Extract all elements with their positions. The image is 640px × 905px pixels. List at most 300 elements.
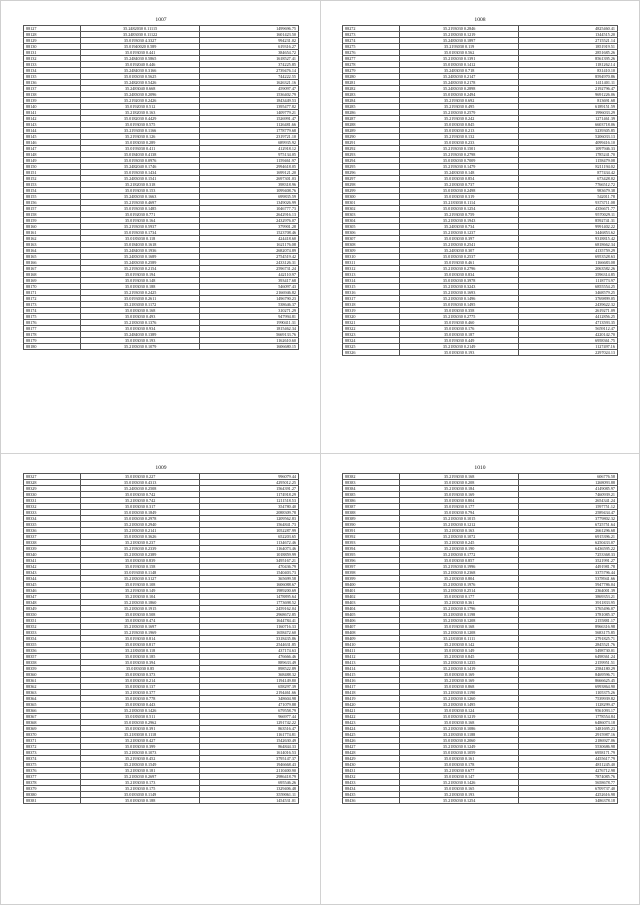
area-cell: 994231.02 — [200, 38, 299, 44]
coordinate-cell: 35.0183030 0.817 — [80, 642, 199, 648]
area-cell: 1644784.41 — [200, 618, 299, 624]
coordinate-cell: 35.2183030 0.184 — [399, 486, 518, 492]
parcel-id-cell: 88427 — [343, 744, 400, 750]
parcel-id-cell: 88394 — [343, 546, 400, 552]
parcel-id-cell: 88383 — [343, 480, 400, 486]
parcel-id-cell: 88409 — [343, 636, 400, 642]
coordinate-cell: 35.0184030 0.1618 — [80, 242, 199, 248]
area-cell: 9570029.11 — [519, 212, 618, 218]
coordinate-cell: 35.2183030 0.181 — [80, 768, 199, 774]
parcel-id-cell: 88400 — [343, 582, 400, 588]
coordinate-cell: 35.2183030 0.1198 — [399, 612, 518, 618]
area-cell: 898522.89 — [200, 666, 299, 672]
parcel-id-cell: 88429 — [343, 756, 400, 762]
parcel-id-cell: 88311 — [343, 260, 400, 266]
area-cell: 619316.27 — [200, 44, 299, 50]
area-cell: 1778779.68 — [200, 128, 299, 134]
parcel-id-cell: 88150 — [24, 164, 81, 170]
area-cell: 5239305.85 — [519, 128, 618, 134]
coordinate-cell: 35.2193030 0.1501 — [399, 146, 518, 152]
coordinate-cell: 35.0183030 0.233 — [399, 140, 518, 146]
area-cell: 1454531.01 — [200, 798, 299, 804]
area-cell: 3911833.95 — [519, 600, 618, 606]
area-cell: 877434.42 — [519, 170, 618, 176]
parcel-id-cell: 88149 — [24, 158, 81, 164]
coordinate-cell: 35.2193030 0.149 — [80, 588, 199, 594]
parcel-id-cell: 88360 — [24, 672, 81, 678]
coordinate-cell: 35.2183030 0.1796 — [399, 606, 518, 612]
coordinate-cell: 35.2193030 0.242 — [399, 116, 518, 122]
area-cell: 1564841.73 — [200, 522, 299, 528]
area-cell: 6725751.64 — [519, 522, 618, 528]
area-cell: 1046777.73 — [200, 206, 299, 212]
coordinate-cell: 35.2183030 0.1208 — [399, 618, 518, 624]
area-cell: 3468579.25 — [519, 290, 618, 296]
area-cell: 996079.44 — [200, 474, 299, 480]
parcel-id-cell: 88295 — [343, 164, 400, 170]
coordinate-cell: 35.2183030 0.361 — [399, 600, 518, 606]
coordinate-cell: 35.0183030 0.188 — [80, 798, 199, 804]
area-cell: 354780.40 — [200, 504, 299, 510]
area-cell: 4356671.77 — [519, 206, 618, 212]
coordinate-cell: 35.2183030 0.1549 — [80, 762, 199, 768]
parcel-id-cell: 88372 — [24, 744, 81, 750]
panel-title: 1008 — [474, 17, 486, 23]
parcel-id-cell: 88352 — [24, 624, 81, 630]
area-cell: 6818662.34 — [519, 242, 618, 248]
coordinate-cell: 35.0183030 0.208 — [399, 480, 518, 486]
parcel-id-cell: 88336 — [24, 528, 81, 534]
area-cell: 6189151.59 — [519, 104, 618, 110]
area-cell: 3781085.37 — [519, 612, 618, 618]
parcel-id-cell: 88377 — [24, 774, 81, 780]
coordinate-cell: 35.0183030 0.443 — [80, 702, 199, 708]
area-cell: 2088309.78 — [200, 510, 299, 516]
parcel-id-cell: 88132 — [24, 56, 81, 62]
parcel-id-cell: 88161 — [24, 230, 81, 236]
coordinate-cell: 35.2193030 0.2425 — [80, 290, 199, 296]
area-cell: 1843449.53 — [200, 98, 299, 104]
parcel-id-cell: 88144 — [24, 128, 81, 134]
parcel-id-cell: 88172 — [24, 296, 81, 302]
parcel-id-cell: 88391 — [343, 528, 400, 534]
area-cell: 3495167.21 — [200, 558, 299, 564]
area-cell: 1851919.51 — [519, 44, 618, 50]
area-cell: 2589434.47 — [519, 510, 618, 516]
parcel-id-cell: 88176 — [24, 320, 81, 326]
area-cell: 3486378.18 — [519, 798, 618, 804]
panel-bottom-right — [342, 465, 618, 804]
area-cell: 7766512.72 — [519, 182, 618, 188]
area-cell: 3559061.11 — [200, 792, 299, 798]
parcel-id-cell: 88138 — [24, 92, 81, 98]
area-cell: 2544631.85 — [200, 642, 299, 648]
parcel-id-cell: 88141 — [24, 110, 81, 116]
coordinate-cell: 35.2193030 0.5937 — [80, 224, 199, 230]
coordinate-cell: 35.0183030 0.168 — [80, 308, 199, 314]
coordinate-cell: 35.0193030 0.168 — [399, 624, 518, 630]
area-cell: 3869353.21 — [519, 594, 618, 600]
coordinate-cell: 35.2183030 0.104 — [80, 594, 199, 600]
parcel-id-cell: 88364 — [24, 696, 81, 702]
area-cell: 1990411.31 — [200, 320, 299, 326]
area-cell: 1536402.79 — [200, 92, 299, 98]
area-cell: 6958361.75 — [519, 338, 618, 344]
parcel-id-cell: 88327 — [24, 474, 81, 480]
coordinate-cell: 35.2183030 0.1943 — [399, 218, 518, 224]
area-cell: 2063582.26 — [519, 266, 618, 272]
parcel-id-cell: 88174 — [24, 308, 81, 314]
area-cell: 1526991.47 — [200, 116, 299, 122]
coordinate-cell: 35.0193030 0.1434 — [80, 170, 199, 176]
coordinate-cell: 35.2193030 0.119 — [399, 44, 518, 50]
coordinate-cell: 35.2193030 0.1479 — [399, 164, 518, 170]
coordinate-cell: 35.2193030 0.132 — [399, 134, 518, 140]
area-cell: 1099408.76 — [200, 188, 299, 194]
coordinate-cell: 35.0183030 0.358 — [399, 308, 518, 314]
coordinate-cell: 35.0183030 0.187 — [399, 332, 518, 338]
area-cell: 1271461.39 — [519, 116, 618, 122]
parcel-id-cell: 88410 — [343, 642, 400, 648]
parcel-id-cell: 88137 — [24, 86, 81, 92]
parcel-id-cell: 88408 — [343, 630, 400, 636]
parcel-id-cell: 88339 — [24, 546, 81, 552]
coordinate-cell: 35.2183030 0.245 — [399, 540, 518, 546]
coordinate-cell: 35.2482030 0.5426 — [80, 80, 199, 86]
parcel-id-cell: 88337 — [24, 534, 81, 540]
parcel-id-cell: 88309 — [343, 248, 400, 254]
coordinate-cell: 35.2483030 0.2589 — [80, 260, 199, 266]
area-cell: 379901.28 — [200, 224, 299, 230]
parcel-id-cell: 88423 — [343, 720, 400, 726]
table-row — [343, 350, 618, 356]
parcel-id-cell: 88291 — [343, 140, 400, 146]
area-cell: 3779802.32 — [519, 516, 618, 522]
coordinate-cell: 35.0183030 0.2494 — [399, 92, 518, 98]
parcel-id-cell: 88424 — [343, 726, 400, 732]
coordinate-cell: 35.0193030 0.194 — [80, 272, 199, 278]
coordinate-cell: 35.0184030 0.4138 — [80, 152, 199, 158]
area-cell: 2166946.82 — [200, 290, 299, 296]
parcel-id-cell: 88335 — [24, 522, 81, 528]
parcel-id-cell: 88279 — [343, 68, 400, 74]
parcel-id-cell: 88415 — [343, 672, 400, 678]
coordinate-cell: 35.2193030 0.495 — [399, 104, 518, 110]
coordinate-cell: 35.2193030 0.1996 — [399, 564, 518, 570]
coordinate-cell: 35.0183030 0.193 — [80, 338, 199, 344]
coordinate-cell: 35.2483030 0.11122 — [80, 32, 199, 38]
parcel-id-cell: 88284 — [343, 98, 400, 104]
coordinate-cell: 35.0183030 0.839 — [80, 558, 199, 564]
coordinate-cell: 35.2183030 0.2579 — [399, 110, 518, 116]
area-cell: 2459162.04 — [200, 606, 299, 612]
parcel-id-cell: 88299 — [343, 188, 400, 194]
coordinate-cell: 35.2183030 0.1495 — [399, 702, 518, 708]
area-cell: 2194461.66 — [200, 690, 299, 696]
coordinate-cell: 35.2183030 0.2541 — [399, 242, 518, 248]
panel-title: 1009 — [155, 465, 167, 471]
parcel-id-cell: 88407 — [343, 624, 400, 630]
parcel-id-cell: 88300 — [343, 194, 400, 200]
coordinate-cell: 35.2183030 0.237 — [80, 540, 199, 546]
area-cell: 1160716.33 — [200, 624, 299, 630]
area-cell: 1626321.16 — [200, 80, 299, 86]
coordinate-cell: 35.0183030 0.3978 — [399, 278, 518, 284]
coordinate-cell: 35.2183030 0.1376 — [80, 320, 199, 326]
coordinate-cell: 35.2183030 0.1860 — [80, 600, 199, 606]
coordinate-cell: 35.0193030 0.148 — [80, 278, 199, 284]
area-cell: 374225.85 — [200, 62, 299, 68]
parcel-id-cell: 88371 — [24, 738, 81, 744]
parcel-id-cell: 88324 — [343, 338, 400, 344]
parcel-id-cell: 88304 — [343, 218, 400, 224]
parcel-id-cell: 88301 — [343, 200, 400, 206]
coordinate-cell: 35.0183030 0.147 — [399, 774, 518, 780]
parcel-id-cell: 88399 — [343, 576, 400, 582]
area-cell: 2715521.14 — [519, 38, 618, 44]
area-cell: 1523708.46 — [200, 230, 299, 236]
parcel-id-cell: 88160 — [24, 224, 81, 230]
area-cell: 679558.79 — [200, 708, 299, 714]
area-cell: 1158479.08 — [519, 158, 618, 164]
coordinate-cell: 35.2183030 0.2368 — [399, 570, 518, 576]
parcel-id-cell: 88341 — [24, 558, 81, 564]
coordinate-cell: 35.2183030 0.163 — [399, 528, 518, 534]
coordinate-cell: 35.0183030 0.493 — [80, 314, 199, 320]
area-cell: 1174918.29 — [200, 492, 299, 498]
area-cell: 4825460.41 — [519, 26, 618, 32]
parcel-id-cell: 88406 — [343, 618, 400, 624]
coordinate-cell: 35.0193030 0.177 — [399, 504, 518, 510]
coordinate-cell: 35.0183030 0.562 — [399, 50, 518, 56]
area-cell: 744222.55 — [200, 74, 299, 80]
parcel-id-cell: 88351 — [24, 618, 81, 624]
parcel-id-cell: 88127 — [24, 26, 81, 32]
area-cell: 437174.63 — [200, 648, 299, 654]
coordinate-cell: 35.2183030 0.175 — [80, 786, 199, 792]
coordinate-cell: 35.0183030 0.4313 — [80, 480, 199, 486]
parcel-id-cell: 88317 — [343, 296, 400, 302]
area-cell: 4811245.40 — [519, 762, 618, 768]
area-cell: 1542630.49 — [200, 738, 299, 744]
parcel-id-cell: 88275 — [343, 44, 400, 50]
parcel-id-cell: 88159 — [24, 218, 81, 224]
area-cell: 2915987.16 — [519, 732, 618, 738]
parcel-id-cell: 88282 — [343, 86, 400, 92]
coordinate-cell: 35.0193030 0.449 — [399, 338, 518, 344]
parcel-id-cell: 88278 — [343, 62, 400, 68]
area-cell: 2433126.31 — [200, 260, 299, 266]
area-cell: 1349026.99 — [200, 200, 299, 206]
coordinate-cell: 35.0183030 0.794 — [399, 510, 518, 516]
area-cell: 398318.96 — [200, 182, 299, 188]
area-cell: 1996033.29 — [519, 110, 618, 116]
coordinate-cell: 35.0183030 0.834 — [399, 272, 518, 278]
parcel-id-cell: 88180 — [24, 344, 81, 350]
area-cell: 3481695.23 — [519, 726, 618, 732]
coordinate-cell: 35.2193030 0.126 — [80, 134, 199, 140]
area-cell: 3596314.85 — [519, 272, 618, 278]
area-cell: 831410.10 — [519, 68, 618, 74]
parcel-id-cell: 88412 — [343, 654, 400, 660]
coordinate-cell: 35.0183030 0.165 — [399, 786, 518, 792]
coordinate-cell: 35.0183030 0.3626 — [80, 534, 199, 540]
area-cell: 689935.92 — [200, 140, 299, 146]
parcel-id-cell: 88164 — [24, 248, 81, 254]
coordinate-cell: 35.2183030 0.190 — [399, 546, 518, 552]
area-cell: 6436595.22 — [519, 546, 618, 552]
coordinate-cell: 35.0183030 0.2060 — [399, 738, 518, 744]
coordinate-cell: 35.2483030 0.2898 — [399, 86, 518, 92]
coordinate-cell: 35.0183030 0.857 — [399, 558, 518, 564]
coordinate-cell: 35.2183030 0.1111 — [399, 636, 518, 642]
coordinate-cell: 35.0192040 0.446 — [80, 62, 199, 68]
parcel-id-cell: 88368 — [24, 720, 81, 726]
area-cell: 1105375.26 — [519, 690, 618, 696]
parcel-id-cell: 88330 — [24, 492, 81, 498]
parcel-id-cell: 88348 — [24, 600, 81, 606]
parcel-id-cell: 88139 — [24, 98, 81, 104]
area-cell: 8469596.71 — [519, 672, 618, 678]
coordinate-cell: 35.2183030 0.1172 — [80, 302, 199, 308]
area-cell: 2968672.85 — [200, 612, 299, 618]
area-cell: 6953528.63 — [519, 254, 618, 260]
area-cell: 2319721.10 — [200, 134, 299, 140]
coordinate-cell: 35.0183030 0.149 — [399, 648, 518, 654]
area-cell: 1815462.34 — [200, 326, 299, 332]
parcel-id-cell: 88135 — [24, 74, 81, 80]
area-cell: 3446853.62 — [519, 230, 618, 236]
parcel-id-cell: 88293 — [343, 152, 400, 158]
parcel-id-cell: 88178 — [24, 332, 81, 338]
coordinate-cell: 35.2183030 0.193 — [399, 792, 518, 798]
parcel-id-cell: 88314 — [343, 278, 400, 284]
area-cell: 4099416.10 — [519, 140, 618, 146]
area-cell: 606776.58 — [519, 474, 618, 480]
coordinate-cell: 35.0183030 0.178 — [399, 762, 518, 768]
parcel-id-cell: 88319 — [343, 308, 400, 314]
area-cell: 2192796.47 — [519, 86, 618, 92]
area-cell: 1658472.60 — [200, 630, 299, 636]
coordinate-cell: 35.2183030 0.1237 — [399, 230, 518, 236]
parcel-id-cell: 88292 — [343, 146, 400, 152]
coordinate-cell: 35.0183030 0.511 — [80, 714, 199, 720]
coordinate-cell: 35.2183030 0.2389 — [80, 552, 199, 558]
coordinate-cell: 35.0183030 0.161 — [399, 756, 518, 762]
parcel-id-cell: 88345 — [24, 582, 81, 588]
area-cell: 1128299.47 — [519, 702, 618, 708]
coordinate-cell: 35.0193030 0.575 — [80, 122, 199, 128]
area-cell: 1162610.60 — [200, 338, 299, 344]
area-cell: 1164073.46 — [200, 546, 299, 552]
parcel-id-cell: 88154 — [24, 188, 81, 194]
parcel-id-cell: 88392 — [343, 534, 400, 540]
coordinate-cell: 35.0192030 0.771 — [80, 212, 199, 218]
parcel-id-cell: 88334 — [24, 516, 81, 522]
parcel-id-cell: 88322 — [343, 326, 400, 332]
parcel-id-cell: 88165 — [24, 254, 81, 260]
area-cell: 1621176.08 — [200, 242, 299, 248]
parcel-id-cell: 88325 — [343, 344, 400, 350]
parcel-id-cell: 88166 — [24, 260, 81, 266]
parcel-id-cell: 88370 — [24, 732, 81, 738]
parcel-id-cell: 88310 — [343, 254, 400, 260]
coordinate-cell: 35.2183030 0.1114 — [399, 200, 518, 206]
parcel-id-cell: 88296 — [343, 170, 400, 176]
parcel-id-cell: 88170 — [24, 284, 81, 290]
coordinate-cell: 35.2183030 0.1072 — [399, 534, 518, 540]
parcel-id-cell: 88435 — [343, 792, 400, 798]
coordinate-cell: 35.2182030 0.318 — [80, 182, 199, 188]
coordinate-cell: 35.2193030 0.2154 — [80, 266, 199, 272]
area-cell: 1211518.53 — [200, 498, 299, 504]
parcel-id-cell: 88130 — [24, 44, 81, 50]
area-cell: 864844.33 — [200, 744, 299, 750]
parcel-id-cell: 88323 — [343, 332, 400, 338]
coordinate-cell: 35.01940020 0.589 — [80, 44, 199, 50]
area-cell: 1166683.08 — [519, 260, 618, 266]
parcel-id-cell: 88417 — [343, 684, 400, 690]
coordinate-cell: 35.2183030 0.1772 — [399, 552, 518, 558]
parcel-id-cell: 88147 — [24, 146, 81, 152]
parcel-id-cell: 88333 — [24, 510, 81, 516]
coordinate-cell: 35.2183030 0.2141 — [80, 528, 199, 534]
area-cell: 4220142.70 — [519, 332, 618, 338]
area-cell: 5658678.77 — [519, 780, 618, 786]
coordinate-cell: 35.2183030 0.427 — [80, 738, 199, 744]
coordinate-cell: 35.0193030 0.158 — [80, 564, 199, 570]
parcel-id-cell: 88374 — [24, 756, 81, 762]
parcel-id-cell: 88359 — [24, 666, 81, 672]
coordinate-cell: 35.2183030 0.1254 — [399, 798, 518, 804]
coordinate-cell: 35.0183030 0.289 — [80, 140, 199, 146]
parcel-id-cell: 88402 — [343, 594, 400, 600]
coordinate-cell: 35.2483040 0.668 — [80, 86, 199, 92]
coordinate-cell: 35.0193030 0.0976 — [80, 158, 199, 164]
area-cell: 5378941.66 — [519, 576, 618, 582]
parcel-id-cell: 88349 — [24, 606, 81, 612]
coordinate-cell: 35.0183030 0.934 — [80, 326, 199, 332]
coordinate-cell: 35.0183030 0.214 — [80, 678, 199, 684]
area-cell: 8666625.45 — [519, 678, 618, 684]
parcel-id-cell: 88430 — [343, 762, 400, 768]
parcel-id-cell: 88419 — [343, 696, 400, 702]
area-cell: 1597751.12 — [519, 504, 618, 510]
coordinate-cell: 35.2183030 0.377 — [80, 690, 199, 696]
parcel-id-cell: 88361 — [24, 678, 81, 684]
parcel-id-cell: 88308 — [343, 242, 400, 248]
area-cell: 966977.44 — [200, 714, 299, 720]
area-cell: 5669133.76 — [200, 332, 299, 338]
parcel-id-cell: 88146 — [24, 140, 81, 146]
parcel-id-cell: 88331 — [24, 498, 81, 504]
area-cell: 476666.46 — [200, 654, 299, 660]
area-cell: 1127497.16 — [519, 344, 618, 350]
parcel-id-cell: 88313 — [343, 272, 400, 278]
area-cell: 1181262.14 — [519, 62, 618, 68]
area-cell: 546097.43 — [200, 284, 299, 290]
area-cell: 7874085.76 — [519, 774, 618, 780]
parcel-id-cell: 88143 — [24, 122, 81, 128]
parcel-id-cell: 88413 — [343, 660, 400, 666]
coordinate-cell: 35.2484030 0.1389 — [80, 332, 199, 338]
coordinate-cell: 35.2193030 0.1969 — [80, 630, 199, 636]
area-cell: 6603718.06 — [519, 122, 618, 128]
parcel-id-cell: 88167 — [24, 266, 81, 272]
area-cell: 2682074.89 — [200, 248, 299, 254]
area-cell: 2439622.32 — [519, 302, 618, 308]
coordinate-cell: 35.0183030 0.397 — [399, 236, 518, 242]
